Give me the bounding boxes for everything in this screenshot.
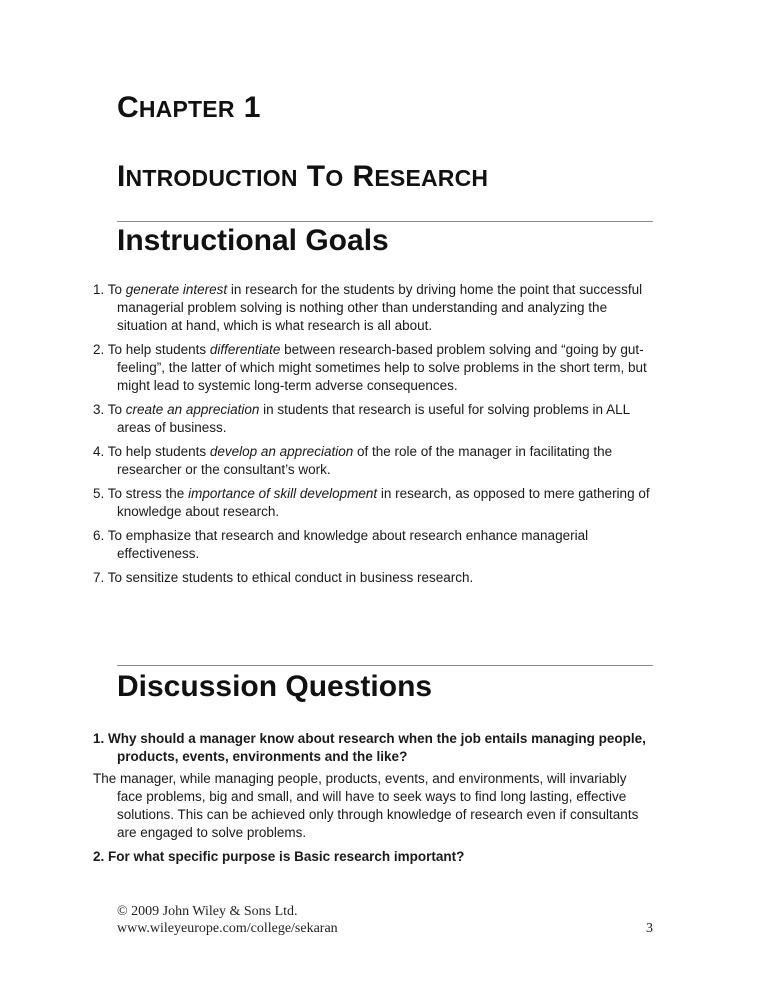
footer-copyright: © 2009 John Wiley & Sons Ltd. — [117, 904, 298, 919]
list-item: 3. To create an appreciation in students that research is useful for solving problems in ALL areas of business. — [93, 402, 630, 435]
list-item: 2. To help students differentiate between research-based problem solving and “going by gut-feeling”, the latter of which might sometimes help to solve problems in the short term, but might lead to systemic long-term adverse consequences. — [93, 342, 647, 393]
question-item: 1. Why should a manager know about research when the job entails managing people, products, events, environments and the like? — [93, 731, 646, 764]
chapter-number: 1 — [243, 91, 261, 124]
answer-paragraph: The manager, while managing people, products, events, and environments, will invariably face problems, big and small, and will have to seek ways to find long lasting, effective solutions. This can be achieved only through knowledge of research even if consultants are engaged to solve problems. — [93, 771, 639, 840]
section-heading-discussion-questions: Discussion Questions — [117, 670, 433, 703]
chapter-title: INTRODUCTION TO RESEARCH — [117, 160, 489, 193]
section-divider — [117, 221, 653, 222]
chapter-label-initial: C — [117, 91, 139, 124]
list-item: 7. To sensitize students to ethical conduct in business research. — [93, 570, 474, 585]
question-item: 2. For what specific purpose is Basic research important? — [93, 849, 465, 864]
list-item: 6. To emphasize that research and knowledge about research enhance managerial effectiveness. — [93, 528, 589, 561]
goals-list — [93, 281, 655, 593]
footer-url: www.wileyeurope.com/college/sekaran — [117, 921, 338, 936]
list-item: 1. To generate interest in research for the students by driving home the point that successful managerial problem solving is nothing other than understanding and analyzing the situation at hand, which is what research is all about. — [93, 282, 643, 333]
questions-list — [93, 730, 655, 870]
list-item: 5. To stress the importance of skill development in research, as opposed to mere gathering of knowledge about research. — [93, 486, 650, 519]
chapter-label — [117, 88, 261, 125]
section-divider — [117, 665, 653, 666]
page-footer — [117, 903, 653, 937]
list-item: 4. To help students develop an appreciation of the role of the manager in facilitating the researcher or the consultant’s work. — [93, 444, 613, 477]
page-number: 3 — [646, 921, 653, 936]
section-heading-instructional-goals: Instructional Goals — [117, 224, 389, 257]
chapter-label-rest: HAPTER — [138, 96, 235, 122]
